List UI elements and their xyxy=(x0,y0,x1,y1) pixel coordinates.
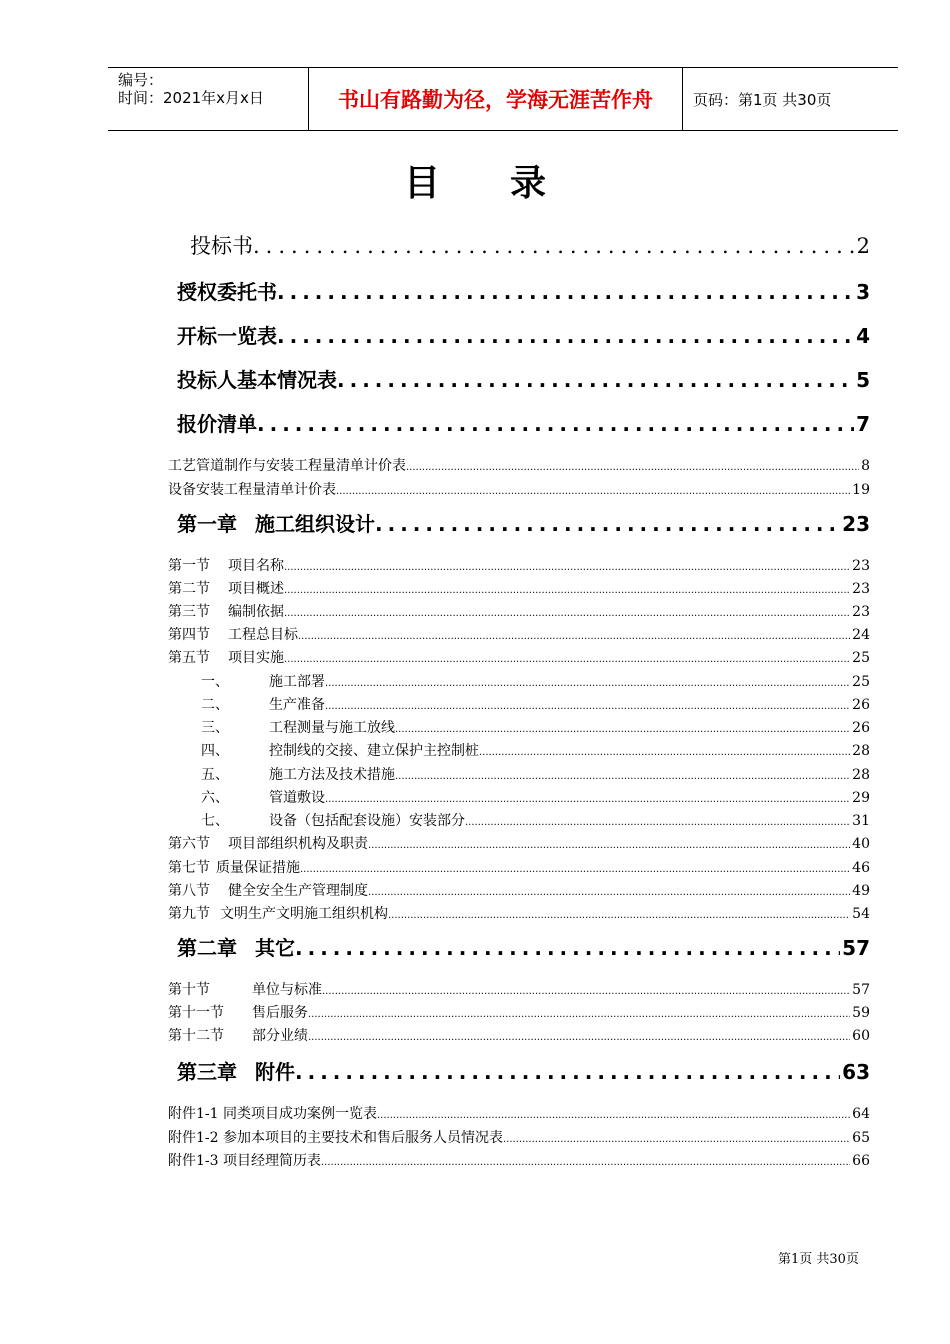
toc-entry-text: 质量保证措施 xyxy=(216,860,300,876)
toc-leader xyxy=(395,724,850,735)
toc-subitem[interactable] xyxy=(201,764,870,784)
toc-entry-text: 附件1-3 项目经理简历表 xyxy=(168,1153,321,1169)
toc-entry-page: 26 xyxy=(852,697,870,713)
subitem-number: 五、 xyxy=(201,767,229,783)
section-number: 第三节 xyxy=(168,604,210,620)
toc-item[interactable] xyxy=(168,857,870,877)
toc-leader xyxy=(298,631,850,642)
subitem-number: 一、 xyxy=(201,674,229,690)
toc-entry-page: 7 xyxy=(856,412,870,436)
toc-leader xyxy=(465,817,850,828)
toc-item[interactable] xyxy=(168,903,870,923)
section-number: 第五节 xyxy=(168,650,210,666)
toc-entry-text: 项目实施 xyxy=(228,650,284,666)
header-meta xyxy=(108,68,309,130)
section-number: 第十一节 xyxy=(168,1005,224,1021)
toc-item[interactable] xyxy=(168,1127,870,1147)
toc-item[interactable] xyxy=(168,1150,870,1170)
toc-entry-text: 控制线的交接、建立保护主控制桩 xyxy=(269,743,479,759)
toc-leader xyxy=(277,280,854,304)
toc-entry-page: 66 xyxy=(852,1153,870,1169)
toc-entry-text: 管道敷设 xyxy=(269,790,325,806)
toc-entry-text: 施工部署 xyxy=(269,674,325,690)
toc-entry-text: 项目概述 xyxy=(228,581,284,597)
toc-entry-text: 开标一览表 xyxy=(177,324,277,348)
section-number: 第八节 xyxy=(168,883,210,899)
page-title: 目录 xyxy=(403,163,616,204)
toc-chapter[interactable] xyxy=(177,1056,870,1085)
toc-entry-page: 3 xyxy=(856,280,870,304)
toc-section[interactable] xyxy=(177,364,870,393)
section-number: 第四节 xyxy=(168,627,210,643)
header-motto: 书山有路勤为径，学海无涯苦作舟 xyxy=(309,68,683,130)
toc-subitem[interactable] xyxy=(201,694,870,714)
section-number: 第九节 xyxy=(168,906,210,922)
page-footer: 第1页 共30页 xyxy=(778,1252,859,1267)
time-label: 时间：2021年x月x日 xyxy=(118,89,264,107)
toc-entry-text: 单位与标准 xyxy=(252,982,322,998)
chapter-number: 第二章 xyxy=(177,936,237,960)
toc-entry-text: 附件 xyxy=(255,1060,295,1084)
toc-entry-page: 2 xyxy=(856,234,870,258)
subitem-number: 六、 xyxy=(201,790,229,806)
toc-entry-page: 49 xyxy=(852,883,870,899)
toc-entry-text: 项目名称 xyxy=(228,558,284,574)
toc-subitem[interactable] xyxy=(201,671,870,691)
toc-leader xyxy=(325,678,850,689)
toc-entry-page: 64 xyxy=(852,1106,870,1122)
toc-leader xyxy=(321,1157,850,1168)
toc-entry-text: 投标人基本情况表 xyxy=(177,368,337,392)
header-page-info: 页码：第1页 共30页 xyxy=(693,90,832,109)
toc-leader xyxy=(284,608,850,619)
toc-entry-text: 报价清单 xyxy=(177,412,257,436)
toc-entry-page: 25 xyxy=(852,650,870,666)
subitem-number: 四、 xyxy=(201,743,229,759)
toc-leader xyxy=(253,234,855,258)
toc-entry-page: 24 xyxy=(852,627,870,643)
section-number: 第六节 xyxy=(168,836,210,852)
toc-entry-text: 健全安全生产管理制度 xyxy=(228,883,368,899)
toc-entry-page: 5 xyxy=(856,368,870,392)
toc-leader xyxy=(503,1134,850,1145)
toc-leader xyxy=(336,486,850,497)
toc-leader xyxy=(325,794,850,805)
chapter-number: 第三章 xyxy=(177,1060,237,1084)
section-number: 第十二节 xyxy=(168,1028,224,1044)
toc-item[interactable] xyxy=(168,880,870,900)
chapter-number: 第一章 xyxy=(177,512,237,536)
toc-chapter[interactable] xyxy=(177,508,870,537)
section-number: 第十节 xyxy=(168,982,210,998)
toc-leader xyxy=(277,324,854,348)
toc-chapter[interactable] xyxy=(177,932,870,961)
toc-item[interactable] xyxy=(168,555,870,575)
toc-entry-page: 8 xyxy=(861,458,870,474)
toc-entry-page: 28 xyxy=(852,743,870,759)
toc-leader xyxy=(479,747,850,758)
toc-item[interactable] xyxy=(168,578,870,598)
toc-entry-text: 工程总目标 xyxy=(228,627,298,643)
toc-leader xyxy=(284,585,850,596)
toc-entry-text: 项目部组织机构及职责 xyxy=(228,836,368,852)
toc-item[interactable] xyxy=(168,624,870,644)
toc-entry-text: 其它 xyxy=(255,936,295,960)
toc-entry-text: 生产准备 xyxy=(269,697,325,713)
toc-entry-page: 25 xyxy=(852,674,870,690)
toc-entry-text: 施工组织设计 xyxy=(255,512,375,536)
toc-section[interactable] xyxy=(177,276,870,305)
toc-leader xyxy=(377,1110,850,1121)
toc-entry-text: 设备安装工程量清单计价表 xyxy=(168,482,336,498)
toc-entry-page: 46 xyxy=(852,860,870,876)
toc-entry-text: 售后服务 xyxy=(252,1005,308,1021)
toc-leader xyxy=(308,1009,850,1020)
toc-leader xyxy=(375,512,840,536)
toc-entry-text: 部分业绩 xyxy=(252,1028,308,1044)
toc-entry-page: 54 xyxy=(852,906,870,922)
toc-entry-page: 63 xyxy=(842,1060,870,1084)
page-header xyxy=(108,67,898,131)
toc-leader xyxy=(395,771,850,782)
toc-subitem[interactable] xyxy=(201,740,870,760)
toc-entry-page: 28 xyxy=(852,767,870,783)
toc-leader xyxy=(284,562,850,573)
toc-leader xyxy=(368,887,850,898)
toc-entry-text: 编制依据 xyxy=(228,604,284,620)
toc-item[interactable] xyxy=(168,1002,870,1022)
toc-leader xyxy=(337,368,854,392)
toc-entry-text: 附件1-1 同类项目成功案例一览表 xyxy=(168,1106,377,1122)
toc-leader xyxy=(322,986,850,997)
toc-leader xyxy=(295,1060,840,1084)
toc-leader xyxy=(284,654,850,665)
toc-entry-page: 59 xyxy=(852,1005,870,1021)
toc-section[interactable] xyxy=(177,320,870,349)
toc-leader xyxy=(325,701,850,712)
toc-item[interactable] xyxy=(168,979,870,999)
section-number: 第七节 xyxy=(168,860,210,876)
toc-section[interactable] xyxy=(177,408,870,437)
toc-item[interactable] xyxy=(168,647,870,667)
toc-entry-text: 工程测量与施工放线 xyxy=(269,720,395,736)
toc-item[interactable] xyxy=(168,601,870,621)
toc-leader xyxy=(368,840,850,851)
toc-entry-page: 4 xyxy=(856,324,870,348)
toc-entry-text: 工艺管道制作与安装工程量清单计价表 xyxy=(168,458,406,474)
toc-item[interactable] xyxy=(168,1025,870,1045)
toc-entry-page: 23 xyxy=(852,581,870,597)
toc-entry-text: 文明生产文明施工组织机构 xyxy=(220,906,388,922)
toc-entry-page: 40 xyxy=(852,836,870,852)
toc-leader xyxy=(295,936,840,960)
section-number: 第二节 xyxy=(168,581,210,597)
toc-entry-page: 26 xyxy=(852,720,870,736)
subitem-number: 二、 xyxy=(201,697,229,713)
toc-entry-page: 19 xyxy=(852,482,870,498)
number-label: 编号： xyxy=(118,71,164,89)
toc-leader xyxy=(300,864,850,875)
toc-entry-page: 60 xyxy=(852,1028,870,1044)
toc-entry-page: 31 xyxy=(852,813,870,829)
toc-entry-page: 65 xyxy=(852,1130,870,1146)
toc-item[interactable] xyxy=(168,479,870,499)
toc-entry-text: 投标书 xyxy=(190,234,253,258)
toc-subitem[interactable] xyxy=(201,717,870,737)
toc-subitem[interactable] xyxy=(201,787,870,807)
toc-entry-page: 23 xyxy=(852,558,870,574)
toc-leader xyxy=(406,462,859,473)
subitem-number: 七、 xyxy=(201,813,229,829)
toc-entry-page: 57 xyxy=(852,982,870,998)
toc-entry-page: 29 xyxy=(852,790,870,806)
toc-item[interactable] xyxy=(168,833,870,853)
toc-leader xyxy=(308,1032,850,1043)
toc-entry-page: 23 xyxy=(852,604,870,620)
toc-entry-text: 设备（包括配套设施）安装部分 xyxy=(269,813,465,829)
toc-entry-text: 施工方法及技术措施 xyxy=(269,767,395,783)
toc-item[interactable] xyxy=(168,455,870,475)
toc-leader xyxy=(257,412,854,436)
toc-entry-text: 附件1-2 参加本项目的主要技术和售后服务人员情况表 xyxy=(168,1130,503,1146)
toc-leader xyxy=(388,910,850,921)
subitem-number: 三、 xyxy=(201,720,229,736)
toc-entry-page: 23 xyxy=(842,512,870,536)
section-number: 第一节 xyxy=(168,558,210,574)
toc-subitem[interactable] xyxy=(201,810,870,830)
toc-entry-page: 57 xyxy=(842,936,870,960)
toc-entry-text: 授权委托书 xyxy=(177,280,277,304)
toc-item[interactable] xyxy=(168,1103,870,1123)
toc-entry-front[interactable] xyxy=(190,230,870,260)
